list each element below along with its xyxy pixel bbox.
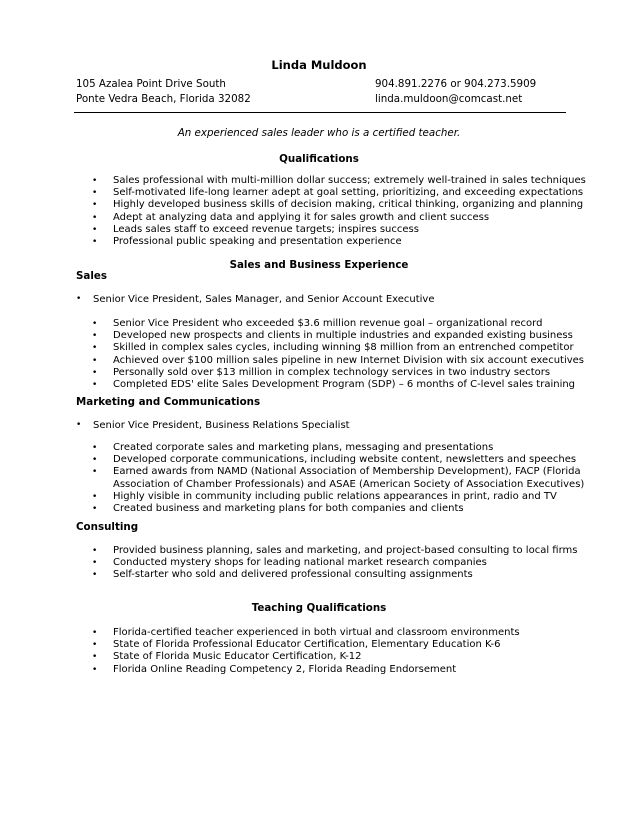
list-item	[0, 557, 638, 569]
bullet-icon: •	[92, 331, 98, 342]
list-item-text: Completed EDS' elite Sales Development Program (SDP) – 6 months of C-level sales training	[113, 379, 576, 391]
list-item-text: Achieved over $100 million sales pipeline in new Internet Division with six account executives	[113, 354, 585, 366]
list-item	[0, 367, 638, 379]
experience-heading: Sales and Business Experience	[229, 259, 409, 271]
address-line-1: 105 Azalea Point Drive South	[76, 78, 226, 90]
qualifications-heading: Qualifications	[279, 153, 359, 165]
list-item-text: Developed new prospects and clients in multiple industries and expanded existing business	[113, 330, 573, 342]
list-item-text: Florida Online Reading Competency 2, Florida Reading Endorsement	[113, 663, 457, 675]
list-item-text: Florida-certified teacher experienced in both virtual and classroom environments	[113, 627, 520, 638]
list-item	[0, 236, 638, 248]
bullet-icon: •	[92, 491, 98, 502]
bullet-icon: •	[92, 200, 98, 211]
bullet-icon: •	[76, 420, 82, 430]
address-block	[76, 77, 251, 107]
bullet-icon: •	[92, 212, 98, 223]
bullet-icon: •	[92, 640, 98, 651]
list-item-text: Senior Vice President who exceeded $3.6 million revenue goal – organizational record	[113, 318, 543, 329]
bullet-icon: •	[92, 546, 98, 556]
list-item	[0, 212, 638, 224]
list-item-text: Sales professional with multi-million dollar success; extremely well-trained in sales techniques	[113, 175, 586, 186]
list-item-text: State of Florida Professional Educator Certification, Elementary Education K-6	[113, 639, 501, 651]
list-item	[0, 466, 638, 490]
teaching-list	[0, 627, 638, 676]
contact-block	[375, 77, 536, 107]
list-item-text: Personally sold over $13 million in complex technology services in two industry sectors	[113, 366, 551, 378]
bullet-icon: •	[92, 443, 98, 453]
list-item	[0, 187, 638, 199]
list-item	[0, 651, 638, 663]
header-divider	[74, 112, 566, 113]
list-item-text: State of Florida Music Educator Certification, K-12	[113, 651, 362, 663]
list-item-text: Developed corporate communications, including website content, newsletters and speeches	[113, 454, 577, 466]
sales-role-title: Senior Vice President, Sales Manager, and Senior Account Executive	[93, 294, 435, 305]
bullet-icon: •	[76, 294, 82, 304]
bullet-icon: •	[92, 343, 98, 354]
marketing-list	[0, 442, 638, 515]
list-item-text: Skilled in complex sales cycles, including winning $8 million from an entrenched competitor	[113, 342, 574, 354]
bullet-icon: •	[92, 176, 98, 186]
list-item	[0, 224, 638, 236]
bullet-icon: •	[92, 504, 98, 515]
list-item	[0, 342, 638, 354]
resume-name: Linda Muldoon	[271, 58, 367, 72]
bullet-icon: •	[92, 467, 98, 478]
list-item-text: Adept at analyzing data and applying it for sales growth and client success	[113, 211, 490, 223]
list-item	[0, 330, 638, 342]
list-item-text: Conducted mystery shops for leading national market research companies	[113, 557, 487, 569]
list-item-text: Provided business planning, sales and marketing, and project-based consulting to local firms	[113, 545, 578, 556]
phone-numbers: 904.891.2276 or 904.273.5909	[375, 78, 537, 90]
list-item-text: Highly developed business skills of decision making, critical thinking, organizing and planning	[113, 199, 584, 211]
list-item-text: Earned awards from NAMD (National Association of Membership Development), FACP (Florida Association of Chamber Professionals) and ASAE (American Society of Association Executives)	[113, 466, 585, 490]
list-item	[0, 545, 638, 557]
marketing-role-title: Senior Vice President, Business Relations Specialist	[93, 420, 350, 431]
tagline: An experienced sales leader who is a certified teacher.	[177, 127, 461, 139]
list-item-text: Highly visible in community including public relations appearances in print, radio and TV	[113, 490, 557, 502]
list-item	[0, 627, 638, 639]
list-item-text: Self-starter who sold and delivered professional consulting assignments	[113, 569, 473, 581]
consulting-list	[0, 545, 638, 582]
bullet-icon: •	[92, 558, 98, 569]
bullet-icon: •	[92, 664, 98, 675]
bullet-icon: •	[92, 367, 98, 378]
bullet-icon: •	[92, 570, 98, 581]
list-item-text: Created business and marketing plans for both companies and clients	[113, 503, 464, 515]
list-item	[0, 569, 638, 581]
bullet-icon: •	[92, 380, 98, 391]
sales-list	[0, 318, 638, 391]
bullet-icon: •	[92, 628, 98, 638]
bullet-icon: •	[92, 188, 98, 199]
bullet-icon: •	[92, 319, 98, 329]
list-item	[0, 379, 638, 391]
bullet-icon: •	[92, 455, 98, 466]
list-item-text: Leads sales staff to exceed revenue targets; inspires success	[113, 223, 419, 235]
qualifications-list	[0, 175, 638, 248]
list-item	[0, 454, 638, 466]
list-item	[0, 664, 638, 676]
bullet-icon: •	[92, 355, 98, 366]
list-item	[0, 355, 638, 367]
address-line-2: Ponte Vedra Beach, Florida 32082	[76, 93, 251, 105]
email-address: linda.muldoon@comcast.net	[375, 93, 523, 105]
list-item	[0, 491, 638, 503]
list-item-text: Created corporate sales and marketing plans, messaging and presentations	[113, 442, 494, 453]
list-item-text: Professional public speaking and presentation experience	[113, 236, 402, 248]
teaching-heading: Teaching Qualifications	[251, 602, 387, 614]
list-item	[0, 639, 638, 651]
list-item	[0, 199, 638, 211]
list-item-text: Self-motivated life-long learner adept at goal setting, prioritizing, and exceeding expectations	[113, 187, 584, 199]
bullet-icon: •	[92, 237, 98, 248]
sales-subheading: Sales	[76, 270, 108, 282]
bullet-icon: •	[92, 224, 98, 235]
marketing-subheading: Marketing and Communications	[76, 396, 261, 408]
list-item	[0, 442, 638, 454]
list-item	[0, 318, 638, 330]
bullet-icon: •	[92, 652, 98, 663]
list-item	[0, 503, 638, 515]
consulting-subheading: Consulting	[76, 521, 139, 533]
list-item	[0, 175, 638, 187]
